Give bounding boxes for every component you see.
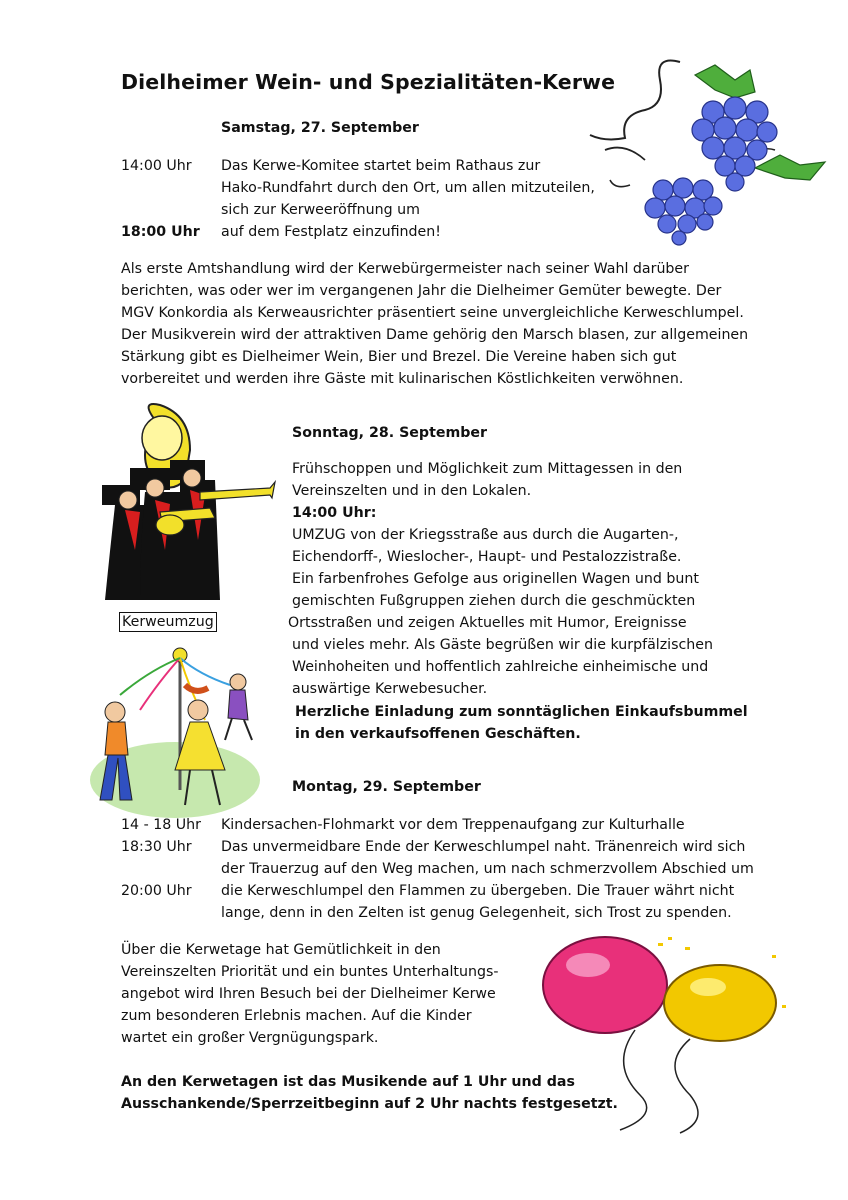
monday-time: 14 - 18 Uhr (121, 817, 201, 833)
saturday-paragraph-line: Der Musikverein wird der attraktiven Dame gehörig den Marsch blasen, zur allgemeinen (121, 327, 749, 343)
monday-line: Das unvermeidbare Ende der Kerweschlumpel naht. Tränenreich wird sich (221, 839, 746, 855)
monday-line: lange, denn in den Zelten ist genug Gelegenheit, sich Trost zu spenden. (221, 905, 732, 921)
sunday-line: Ein farbenfrohes Gefolge aus originellen Wagen und bunt (292, 571, 699, 587)
sunday-time: 14:00 Uhr: (292, 505, 377, 521)
monday-time: 20:00 Uhr (121, 883, 192, 899)
sunday-invitation: Herzliche Einladung zum sonntäglichen Einkaufsbummel (295, 704, 748, 720)
saturday-paragraph-line: vorbereitet und werden ihre Gäste mit kulinarischen Köstlichkeiten verwöhnen. (121, 371, 684, 387)
sunday-line: und vieles mehr. Als Gäste begrüßen wir die kurpfälzischen (292, 637, 713, 653)
marching-band-illustration (100, 400, 280, 605)
sunday-heading: Sonntag, 28. September (292, 425, 488, 441)
grapes-illustration (585, 50, 830, 245)
closing-line: Über die Kerwetage hat Gemütlichkeit in den (121, 942, 441, 958)
saturday-line: sich zur Kerweeröffnung um (221, 202, 420, 218)
saturday-paragraph-line: MGV Konkordia als Kerweausrichter präsentiert seine unvergleichliche Kerweschlumpel. (121, 305, 744, 321)
saturday-paragraph-line: Stärkung gibt es Dielheimer Wein, Bier und Brezel. Die Vereine haben sich gut (121, 349, 677, 365)
saturday-line: Das Kerwe-Komitee startet beim Rathaus zur (221, 158, 541, 174)
page-title: Dielheimer Wein- und Spezialitäten-Kerwe (121, 70, 616, 94)
monday-line: der Trauerzug auf den Weg machen, um nach schmerzvollem Abschied um (221, 861, 754, 877)
monday-line: die Kerweschlumpel den Flammen zu übergeben. Die Trauer währt nicht (221, 883, 735, 899)
sunday-line: Vereinszelten und in den Lokalen. (292, 483, 532, 499)
closing-line: zum besonderen Erlebnis machen. Auf die Kinder (121, 1008, 472, 1024)
sunday-line: Ortsstraßen und zeigen Aktuelles mit Humor, Ereignisse (288, 615, 687, 631)
final-statement: Ausschankende/Sperrzeitbeginn auf 2 Uhr nachts festgesetzt. (121, 1096, 618, 1112)
monday-time: 18:30 Uhr (121, 839, 192, 855)
saturday-time-1400: 14:00 Uhr (121, 158, 192, 174)
kerweumzug-label: Kerweumzug (119, 612, 217, 632)
saturday-time-1800: 18:00 Uhr (121, 224, 200, 240)
final-statement: An den Kerwetagen ist das Musikende auf 1 Uhr und das (121, 1074, 575, 1090)
sunday-line: gemischten Fußgruppen ziehen durch die geschmückten (292, 593, 696, 609)
sunday-line: auswärtige Kerwebesucher. (292, 681, 488, 697)
sunday-line: Eichendorff-, Wieslocher-, Haupt- und Pestalozzistraße. (292, 549, 682, 565)
monday-line: Kindersachen-Flohmarkt vor dem Treppenaufgang zur Kulturhalle (221, 817, 685, 833)
saturday-heading: Samstag, 27. September (221, 120, 419, 136)
saturday-line: auf dem Festplatz einzufinden! (221, 224, 441, 240)
sunday-line: UMZUG von der Kriegsstraße aus durch die Augarten-, (292, 527, 679, 543)
sunday-invitation: in den verkaufsoffenen Geschäften. (295, 726, 581, 742)
saturday-paragraph-line: berichten, was oder wer im vergangenen Jahr die Dielheimer Gemüter bewegte. Der (121, 283, 722, 299)
closing-line: angebot wird Ihren Besuch bei der Dielheimer Kerwe (121, 986, 496, 1002)
closing-line: wartet ein großer Vergnügungspark. (121, 1030, 379, 1046)
monday-heading: Montag, 29. September (292, 779, 481, 795)
sunday-line: Frühschoppen und Möglichkeit zum Mittagessen in den (292, 461, 683, 477)
saturday-line: Hako-Rundfahrt durch den Ort, um allen mitzuteilen, (221, 180, 595, 196)
saturday-paragraph-line: Als erste Amtshandlung wird der Kerwebürgermeister nach seiner Wahl darüber (121, 261, 689, 277)
closing-line: Vereinszelten Priorität und ein buntes Unterhaltungs- (121, 964, 499, 980)
sunday-line: Weinhoheiten und hoffentlich zahlreiche einheimische und (292, 659, 709, 675)
maypole-dance-illustration (80, 640, 265, 820)
